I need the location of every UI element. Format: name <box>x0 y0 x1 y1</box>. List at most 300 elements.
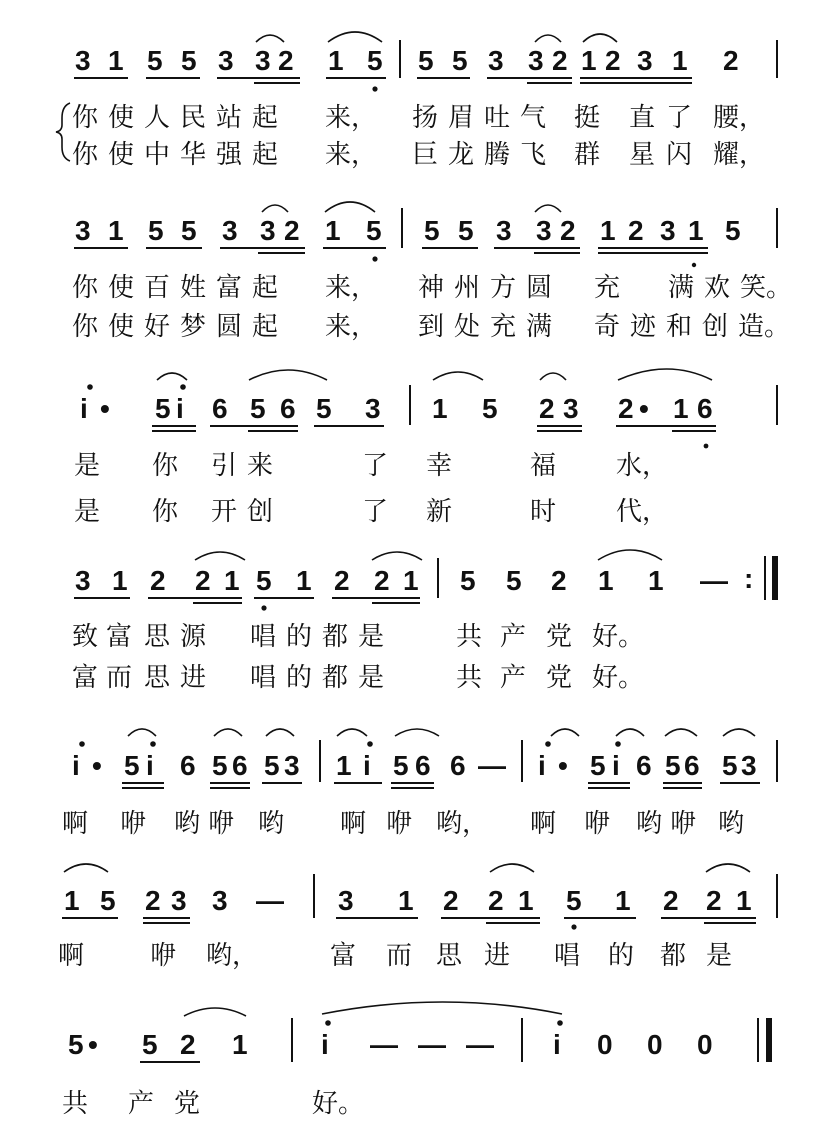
lyric: 产 <box>500 622 527 652</box>
note: 5 <box>124 750 140 781</box>
tie <box>184 1008 246 1016</box>
note: 1 <box>336 750 352 781</box>
lyric: 造。 <box>738 312 791 342</box>
lyric: 都 <box>322 663 349 693</box>
system-6 <box>58 864 777 971</box>
lyric: 幸 <box>426 451 453 481</box>
lyric: 起 <box>252 140 279 170</box>
lyric: 起 <box>252 273 279 303</box>
octave-dot <box>261 605 266 610</box>
lyric: 了 <box>362 497 389 527</box>
lyric: 好。 <box>592 622 645 652</box>
lyrics-line <box>74 451 668 481</box>
note: 1 <box>615 885 631 916</box>
lyric: 起 <box>252 312 279 342</box>
tie <box>616 729 644 736</box>
note: 1 <box>648 565 664 596</box>
note: 0 <box>597 1029 613 1060</box>
lyric: 富 <box>106 622 133 652</box>
lyric: 党 <box>546 663 573 693</box>
note: — <box>478 750 506 781</box>
lyric: 梦 <box>180 312 207 342</box>
octave-dot <box>367 741 373 747</box>
lyric: 充 <box>490 312 517 342</box>
note: 1 <box>432 393 448 424</box>
lyric: 共 <box>456 622 483 652</box>
note: 6 <box>180 750 196 781</box>
note: 5 <box>725 215 741 246</box>
tie <box>372 552 422 560</box>
note: 2 <box>145 885 161 916</box>
note: 2 <box>628 215 644 246</box>
note: 0 <box>697 1029 713 1060</box>
note: 5 <box>155 393 171 424</box>
note: 6 <box>636 750 652 781</box>
lyrics-line <box>74 497 668 527</box>
lyric: 眉 <box>448 103 475 133</box>
note: 1 <box>736 885 752 916</box>
lyric: 来， <box>325 103 378 133</box>
note: 3 <box>75 565 91 596</box>
note: i <box>363 750 371 781</box>
note: 6 <box>415 750 431 781</box>
lyric: 闪 <box>666 140 693 170</box>
system-7 <box>62 1002 769 1119</box>
note: i <box>612 750 620 781</box>
lyric: 好。 <box>312 1089 365 1119</box>
note: i <box>538 750 546 781</box>
lyric: 产 <box>500 663 527 693</box>
lyric: 引 <box>211 451 238 481</box>
octave-dot <box>615 741 621 747</box>
note: 5 <box>367 45 383 76</box>
lyric: 满 <box>526 312 553 342</box>
octave-dot <box>87 384 93 390</box>
lyric: 使 <box>108 273 135 303</box>
lyric: 好 <box>144 312 171 342</box>
lyric: 共 <box>62 1089 89 1119</box>
tie <box>325 202 375 212</box>
tie <box>598 550 662 560</box>
note: i <box>72 750 80 781</box>
note: 2 <box>552 45 568 76</box>
tie <box>706 864 750 872</box>
octave-dot <box>150 741 156 747</box>
lyric: 欢 <box>704 273 731 303</box>
note: 3 <box>75 215 91 246</box>
note: 1 <box>328 45 344 76</box>
lyric: 气 <box>520 103 547 133</box>
lyric: 富 <box>72 663 99 693</box>
lyric: 星 <box>629 140 656 170</box>
note: 5 <box>366 215 382 246</box>
note: 3 <box>284 750 300 781</box>
note: 1 <box>224 565 240 596</box>
tie <box>266 729 294 736</box>
lyric: 强 <box>216 140 243 170</box>
tie <box>490 864 534 872</box>
note: 2 <box>723 45 739 76</box>
note: 6 <box>684 750 700 781</box>
tie <box>128 729 156 736</box>
lyrics-line <box>72 103 765 133</box>
lyric: 中 <box>144 140 171 170</box>
tie <box>433 372 483 380</box>
lyric: 来， <box>325 140 378 170</box>
note: 3 <box>528 45 544 76</box>
note: 2 <box>443 885 459 916</box>
note: 1 <box>325 215 341 246</box>
octave-dot <box>325 1020 331 1026</box>
tie <box>157 373 187 380</box>
tie <box>395 729 439 736</box>
lyrics-line <box>72 622 644 652</box>
lyric: 致 <box>72 622 99 652</box>
note: i <box>553 1029 561 1060</box>
lyric: 而 <box>106 663 133 693</box>
note: 3 <box>222 215 238 246</box>
note: 6 <box>697 393 713 424</box>
tie <box>195 552 245 560</box>
note: 5 <box>181 215 197 246</box>
note: 3 <box>75 45 91 76</box>
lyric: 使 <box>108 103 135 133</box>
lyric: 你 <box>152 497 179 527</box>
lyric: 飞 <box>520 140 547 170</box>
system-2 <box>72 202 792 342</box>
note: • <box>92 750 102 781</box>
lyric: 啊 <box>62 809 89 839</box>
lyric: 你 <box>72 273 99 303</box>
lyric: 笑。 <box>740 273 793 303</box>
note: i <box>321 1029 329 1060</box>
lyric: 奇 <box>594 312 621 342</box>
note: — <box>466 1029 494 1060</box>
lyric: 富 <box>330 941 357 971</box>
note: • <box>558 750 568 781</box>
note: 3 <box>488 45 504 76</box>
note: 6 <box>280 393 296 424</box>
lyric: 直 <box>629 103 656 133</box>
lyric: 产 <box>128 1089 155 1119</box>
note: 3 <box>563 393 579 424</box>
note: 2 <box>278 45 294 76</box>
tie <box>723 729 755 736</box>
note: 1 <box>296 565 312 596</box>
lyric: 而 <box>386 941 413 971</box>
lyric: 站 <box>216 103 243 133</box>
tie <box>337 729 367 736</box>
note: 5 <box>100 885 116 916</box>
note: 1 <box>673 393 689 424</box>
lyric: 民 <box>180 103 207 133</box>
lyric: 咿 <box>670 809 697 839</box>
lyric: 唱 <box>250 622 277 652</box>
tie <box>322 1002 562 1014</box>
note: 3 <box>637 45 653 76</box>
note: 6 <box>212 393 228 424</box>
lyrics-line <box>72 663 644 693</box>
note: 1 <box>688 215 704 246</box>
note: 1 <box>64 885 80 916</box>
lyric: 是 <box>74 451 101 481</box>
note: 5 <box>68 1029 84 1060</box>
tie <box>551 729 579 736</box>
lyric: 好。 <box>592 663 645 693</box>
lyric: 开 <box>211 497 238 527</box>
tie <box>583 34 617 42</box>
system-4 <box>72 550 775 693</box>
lyric: 耀， <box>713 140 766 170</box>
lyric: 满 <box>668 273 695 303</box>
lyric: 党 <box>546 622 573 652</box>
lyric: 共 <box>456 663 483 693</box>
lyric: 百 <box>144 273 171 303</box>
note: 5 <box>212 750 228 781</box>
octave-dot <box>79 741 85 747</box>
lyric: 进 <box>180 663 207 693</box>
note: 1 <box>581 45 597 76</box>
lyric: 人 <box>144 103 171 133</box>
lyric: 唱 <box>250 663 277 693</box>
note: 2 <box>150 565 166 596</box>
octave-dot <box>372 256 377 261</box>
lyric: 的 <box>608 941 635 971</box>
lyric: 方 <box>490 273 517 303</box>
lyric: 是 <box>358 622 385 652</box>
note: 1 <box>403 565 419 596</box>
system-3 <box>74 369 777 527</box>
note: 2 <box>334 565 350 596</box>
octave-dot <box>557 1020 563 1026</box>
lyric: 咿 <box>386 809 413 839</box>
lyric: 创 <box>247 497 274 527</box>
note: 5 <box>147 45 163 76</box>
note: — <box>370 1029 398 1060</box>
lyric: 咿 <box>584 809 611 839</box>
note: 3 <box>260 215 276 246</box>
note: 5 <box>142 1029 158 1060</box>
tie <box>535 205 561 212</box>
note: 1 <box>518 885 534 916</box>
lyric: 是 <box>74 497 101 527</box>
note: • <box>88 1029 98 1060</box>
note: 3 <box>741 750 757 781</box>
note: 3 <box>218 45 234 76</box>
note: 5 <box>665 750 681 781</box>
tie <box>328 32 382 42</box>
note: 1 <box>108 215 124 246</box>
octave-dot <box>180 384 186 390</box>
lyric: 思 <box>144 663 171 693</box>
lyric: 了 <box>362 451 389 481</box>
lyric: 处 <box>454 312 481 342</box>
note: 1 <box>398 885 414 916</box>
lyric: 你 <box>72 103 99 133</box>
lyric: 和 <box>666 312 693 342</box>
lyric: 来， <box>325 312 378 342</box>
note: 1 <box>108 45 124 76</box>
lyric: 圆 <box>216 312 243 342</box>
lyric: 啊 <box>530 809 557 839</box>
note: 3 <box>338 885 354 916</box>
lyric: 创 <box>702 312 729 342</box>
lyric: 起 <box>252 103 279 133</box>
lyric: 你 <box>72 312 99 342</box>
note: 5 <box>250 393 266 424</box>
lyric: 迹 <box>630 312 657 342</box>
note: 5 <box>148 215 164 246</box>
tie <box>262 205 288 212</box>
note: 1 <box>598 565 614 596</box>
note: i <box>80 393 88 424</box>
lyrics-line <box>62 1089 364 1119</box>
lyric: 哟 <box>258 809 285 839</box>
tie <box>249 370 327 380</box>
note: 5 <box>316 393 332 424</box>
note: 2 <box>551 565 567 596</box>
note: 3 <box>255 45 271 76</box>
octave-dot <box>571 924 576 929</box>
lyric: 是 <box>706 941 733 971</box>
lyric: 咿 <box>208 809 235 839</box>
lyric: 群 <box>574 140 601 170</box>
note: 2 <box>605 45 621 76</box>
lyric: 思 <box>144 622 171 652</box>
lyrics-line <box>72 312 790 342</box>
note: • <box>100 393 110 424</box>
repeat-dots: : <box>744 563 754 594</box>
lyric: 你 <box>72 140 99 170</box>
system-5 <box>62 729 777 839</box>
note: 1 <box>600 215 616 246</box>
note: 5 <box>393 750 409 781</box>
lyric: 腾 <box>484 140 511 170</box>
lyric: 时 <box>530 497 557 527</box>
lyric: 的 <box>286 663 313 693</box>
note: 5 <box>181 45 197 76</box>
lyric: 了 <box>666 103 693 133</box>
lyric: 华 <box>180 140 207 170</box>
note: 2 <box>180 1029 196 1060</box>
note: 5 <box>458 215 474 246</box>
note: 5 <box>418 45 434 76</box>
tie <box>618 369 712 380</box>
lyric: 腰， <box>713 103 766 133</box>
lyric: 你 <box>152 451 179 481</box>
lyric: 巨 <box>412 140 439 170</box>
lyric: 州 <box>454 273 481 303</box>
lyric: 代， <box>616 497 669 527</box>
lyric: 充 <box>594 273 621 303</box>
lyric: 党 <box>174 1089 201 1119</box>
lyric: 扬 <box>412 103 439 133</box>
lyric: 使 <box>108 312 135 342</box>
lyric: 思 <box>436 941 463 971</box>
note: i <box>146 750 154 781</box>
lyric: 啊 <box>340 809 367 839</box>
note: 6 <box>232 750 248 781</box>
octave-dot <box>692 263 696 267</box>
lyric: 挺 <box>574 103 601 133</box>
lyrics-line <box>72 273 792 303</box>
lyric: 咿 <box>120 809 147 839</box>
verse-brace <box>56 103 70 161</box>
lyric: 神 <box>418 273 445 303</box>
note: • <box>639 393 649 424</box>
note: 1 <box>672 45 688 76</box>
note: — <box>700 565 728 596</box>
lyric: 哟， <box>206 941 259 971</box>
note: 1 <box>232 1029 248 1060</box>
note: 2 <box>284 215 300 246</box>
note: i <box>176 393 184 424</box>
lyrics-line <box>62 809 744 839</box>
lyric: 的 <box>286 622 313 652</box>
lyric: 咿 <box>150 941 177 971</box>
lyric: 啊 <box>58 941 85 971</box>
note: 0 <box>647 1029 663 1060</box>
lyric: 水， <box>616 451 669 481</box>
system-1 <box>56 32 777 170</box>
note: 5 <box>566 885 582 916</box>
lyric: 进 <box>484 941 511 971</box>
lyric: 哟 <box>718 809 745 839</box>
note: 5 <box>256 565 272 596</box>
lyrics-line <box>72 140 765 170</box>
note: 5 <box>506 565 522 596</box>
tie <box>214 729 242 736</box>
note: 5 <box>452 45 468 76</box>
note: 2 <box>663 885 679 916</box>
note: 3 <box>496 215 512 246</box>
note: — <box>418 1029 446 1060</box>
note: 5 <box>482 393 498 424</box>
note: 6 <box>450 750 466 781</box>
note: 5 <box>424 215 440 246</box>
lyric: 来， <box>325 273 378 303</box>
note: 1 <box>112 565 128 596</box>
lyric: 使 <box>108 140 135 170</box>
lyric: 是 <box>358 663 385 693</box>
tie <box>64 864 108 872</box>
lyric: 姓 <box>180 273 207 303</box>
lyrics-line <box>58 941 732 971</box>
lyric: 福 <box>530 451 557 481</box>
note: — <box>256 885 284 916</box>
lyric: 吐 <box>484 103 511 133</box>
lyric: 富 <box>216 273 243 303</box>
lyric: 圆 <box>526 273 553 303</box>
lyric: 哟 <box>636 809 663 839</box>
note: 3 <box>365 393 381 424</box>
note: 3 <box>536 215 552 246</box>
octave-dot <box>704 444 709 449</box>
note: 3 <box>660 215 676 246</box>
note: 2 <box>488 885 504 916</box>
lyric: 源 <box>180 622 207 652</box>
lyric: 哟， <box>436 809 489 839</box>
lyric: 哟 <box>174 809 201 839</box>
tie <box>540 373 566 380</box>
note: 2 <box>618 393 634 424</box>
octave-dot <box>545 741 551 747</box>
tie <box>665 729 697 736</box>
note: 2 <box>539 393 555 424</box>
note: 5 <box>590 750 606 781</box>
note: 2 <box>374 565 390 596</box>
note: 5 <box>264 750 280 781</box>
